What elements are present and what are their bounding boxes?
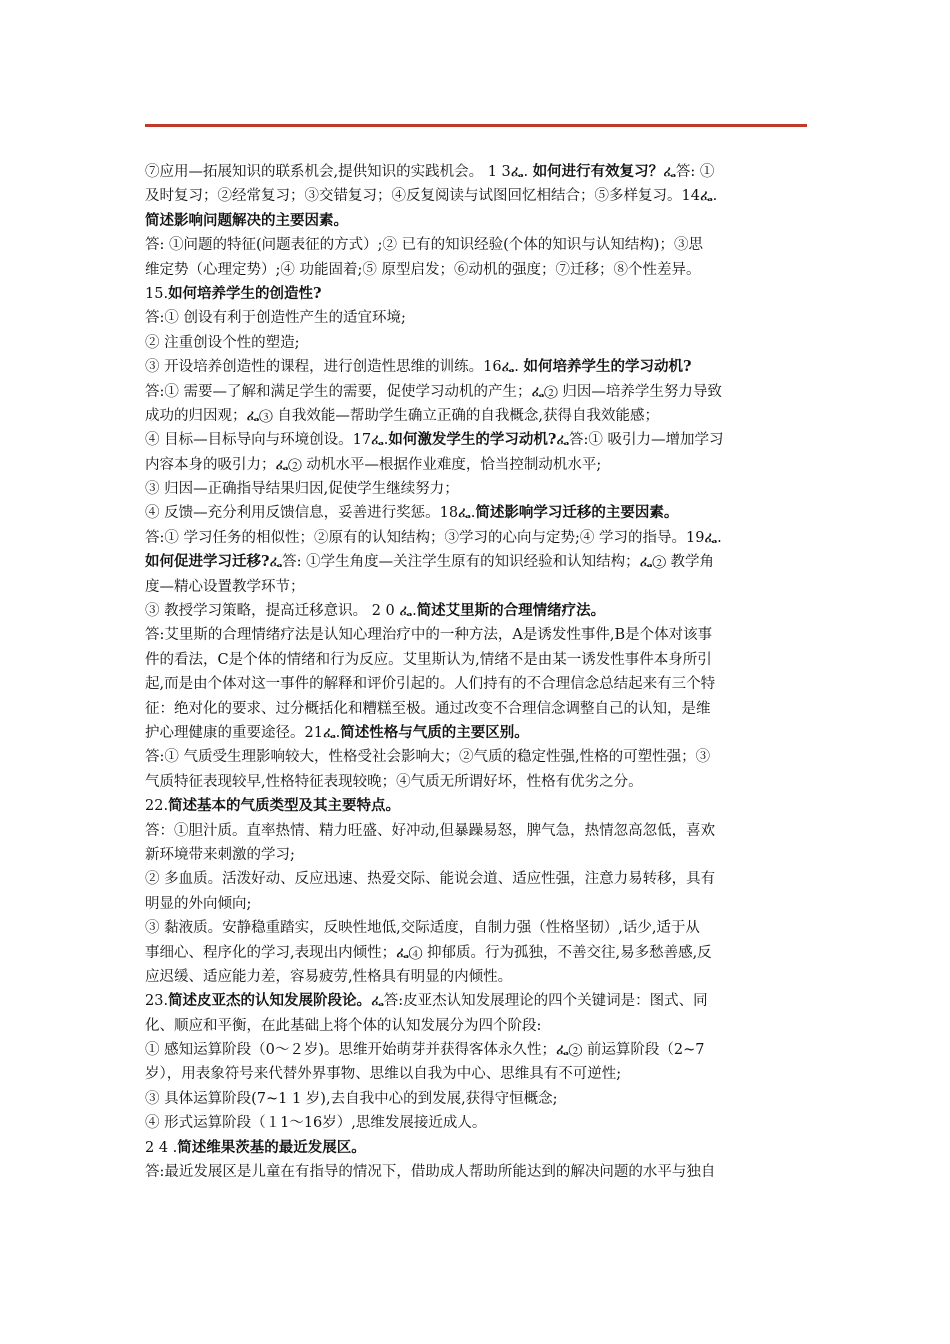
question-heading: 简述艾里斯的合理情绪疗法。 <box>416 602 606 620</box>
text-span: ④ 反馈—充分利用反馈信息，妥善进行奖惩。18ፌ. <box>145 505 476 522</box>
text-span: 岁），用表象符号来代替外界事物、思维以自我为中心、思维具有不可逆性; <box>145 1066 622 1083</box>
text-span: 事细心、程序化的学习,表现出内倾性；ፌ④ 抑郁质。行为孤独，不善交往,易多愁善感,反 <box>145 944 712 961</box>
text-line <box>145 453 807 477</box>
text-span: 件的看法，C是个体的情绪和行为反应。艾里斯认为,情绪不是由某一诱发性事件本身所引 <box>145 651 712 668</box>
text-line <box>145 599 807 623</box>
text-line <box>145 355 807 379</box>
text-line <box>145 989 807 1013</box>
text-line <box>145 380 807 404</box>
text-span: 明显的外向倾向; <box>145 895 252 912</box>
text-line <box>145 1111 807 1135</box>
question-heading: 简述影响问题解决的主要因素。 <box>145 211 348 229</box>
text-line <box>145 697 807 721</box>
text-span: ② 注重创设个性的塑造; <box>145 334 300 351</box>
text-line <box>145 282 807 306</box>
text-span: 内容本身的吸引力；ፌ② 动机水平—根据作业难度，恰当控制动机水平; <box>145 456 602 473</box>
text-span: 气质特征表现较早,性格特征表现较晚；④气质无所谓好坏，性格有优劣之分。 <box>145 773 643 790</box>
question-heading: 如何激发学生的学习动机? <box>388 431 557 449</box>
text-span: 新环境带来刺激的学习; <box>145 846 295 863</box>
text-span: ⑦应用—拓展知识的联系机会,提供知识的实践机会。 1 3ፌ. <box>145 164 533 180</box>
text-line <box>145 1087 807 1111</box>
text-line <box>145 550 807 574</box>
text-span: 征：绝对化的要求、过分概括化和糟糕至极。通过改变不合理信念调整自己的认知，是维 <box>145 700 711 717</box>
text-span: ③ 开设培养创造性的课程，进行创造性思维的训练。16ፌ. <box>145 359 524 376</box>
text-line <box>145 526 807 550</box>
text-span: 成功的归因观；ፌ③ 自我效能—帮助学生确立正确的自我概念,获得自我效能感； <box>145 407 659 424</box>
text-line <box>145 916 807 940</box>
text-span: ① 感知运算阶段（0～２岁)。思维开始萌芽并获得客体永久性；ፌ② 前运算阶段（2~7 <box>145 1042 705 1059</box>
text-span: 答:艾里斯的合理情绪疗法是认知心理治疗中的一种方法，A是诱发性事件,B是个体对该事 <box>145 627 713 644</box>
text-span: ፌ答: ①学生角度—关注学生原有的知识经验和认知结构；ፌ② 教学角 <box>269 554 715 571</box>
question-heading: 如何培养学生的学习动机? <box>523 358 692 376</box>
text-line <box>145 623 807 647</box>
text-line <box>145 819 807 843</box>
text-line <box>145 233 807 257</box>
text-line <box>145 648 807 672</box>
text-line <box>145 892 807 916</box>
question-heading: 如何促进学习迁移? <box>145 553 270 571</box>
text-span: ፌ答: ① <box>663 164 715 180</box>
text-span: 答:① 学习任务的相似性；②原有的认知结构；③学习的心向与定势;④ 学习的指导。19ፌ. <box>145 529 722 546</box>
text-span: 15. <box>145 285 169 302</box>
text-span: ② 多血质。活泼好动、反应迅速、热爱交际、能说会道、适应性强，注意力易转移，具有 <box>145 871 716 888</box>
question-heading: 简述性格与气质的主要区别。 <box>340 723 529 741</box>
text-span: 答:① 气质受生理影响较大，性格受社会影响大；②气质的稳定性强,性格的可塑性强；③ <box>145 749 711 766</box>
text-line <box>145 843 807 867</box>
document-body <box>145 160 807 1184</box>
text-span: 护心理健康的重要途径。21ፌ. <box>145 724 341 741</box>
text-line <box>145 331 807 355</box>
text-line <box>145 404 807 428</box>
text-span: 度—精心设置教学环节； <box>145 578 305 595</box>
header-rule <box>145 124 807 127</box>
text-line <box>145 1160 807 1184</box>
text-line <box>145 1014 807 1038</box>
text-span: 22. <box>145 798 169 815</box>
text-line <box>145 184 807 208</box>
text-line <box>145 672 807 696</box>
text-span: 答: ①问题的特征(问题表征的方式）;② 已有的知识经验(个体的知识与认知结构)；③思 <box>145 237 703 254</box>
text-span: ፌ答:① 吸引力—增加学习 <box>556 432 724 449</box>
question-heading: 简述皮亚杰的认知发展阶段论。 <box>168 992 372 1010</box>
question-heading: 如何进行有效复习？ <box>532 163 664 180</box>
text-line <box>145 867 807 891</box>
question-heading: 简述影响学习迁移的主要因素。 <box>475 504 679 522</box>
text-line <box>145 1062 807 1086</box>
text-span: ፌ答:皮亚杰认知发展理论的四个关键词是：图式、同 <box>371 993 708 1010</box>
question-heading: 简述基本的气质类型及其主要特点。 <box>168 797 401 815</box>
text-span: 化、顺应和平衡，在此基础上将个体的认知发展分为四个阶段: <box>145 1017 542 1034</box>
text-line <box>145 941 807 965</box>
text-line <box>145 501 807 525</box>
text-span: ④ 目标—目标导向与环境创设。17ፌ. <box>145 432 389 449</box>
text-line <box>145 965 807 989</box>
text-span: 2 4 . <box>145 1139 178 1156</box>
text-line <box>145 477 807 501</box>
text-line <box>145 721 807 745</box>
text-span: 答:① 创设有利于创造性产生的适宜环境; <box>145 310 406 327</box>
text-line <box>145 209 807 233</box>
text-line <box>145 306 807 330</box>
text-span: ③ 归因—正确指导结果归因,促使学生继续努力； <box>145 481 459 498</box>
text-span: ④ 形式运算阶段（１1～16岁）,思维发展接近成人。 <box>145 1115 487 1132</box>
text-line <box>145 428 807 452</box>
text-line <box>145 745 807 769</box>
text-line <box>145 258 807 282</box>
text-span: ③ 黏液质。安静稳重踏实，反映性地低,交际适度，自制力强（性格坚韧）,话少,适于从 <box>145 920 700 937</box>
text-span: 答：①胆汁质。直率热情、精力旺盛、好冲动,但暴躁易怒，脾气急，热情忽高忽低，喜欢 <box>145 822 716 839</box>
text-line <box>145 794 807 818</box>
text-span: 维定势（心理定势）;④ 功能固着;⑤ 原型启发；⑥动机的强度；⑦迁移；⑧个性差异。 <box>145 261 701 278</box>
text-span: 及时复习；②经常复习；③交错复习；④反复阅读与试图回忆相结合；⑤多样复习。14ፌ. <box>145 188 718 205</box>
text-line <box>145 160 807 184</box>
question-heading: 如何培养学生的创造性? <box>168 284 322 302</box>
text-span: 答:① 需要—了解和满足学生的需要，促使学习动机的产生；ፌ② 归因—培养学生努力导致 <box>145 383 722 400</box>
text-span: 应迟缓、适应能力差，容易疲劳,性格具有明显的内倾性。 <box>145 968 513 985</box>
text-span: ③ 教授学习策略，提高迁移意识。 2 0 ፌ. <box>145 603 417 620</box>
text-span: ③ 具体运算阶段(7~1 1 岁),去自我中心的到发展,获得守恒概念; <box>145 1090 558 1107</box>
text-span: 答:最近发展区是儿童在有指导的情况下，借助成人帮助所能达到的解决问题的水平与独自 <box>145 1164 716 1181</box>
question-heading: 简述维果茨基的最近发展区。 <box>177 1138 366 1156</box>
text-line <box>145 575 807 599</box>
text-line <box>145 770 807 794</box>
text-line <box>145 1038 807 1062</box>
text-span: 23. <box>145 993 169 1010</box>
text-span: 起,而是由个体对这一事件的解释和评价引起的。人们持有的不合理信念总结起来有三个特 <box>145 676 716 693</box>
text-line <box>145 1136 807 1160</box>
